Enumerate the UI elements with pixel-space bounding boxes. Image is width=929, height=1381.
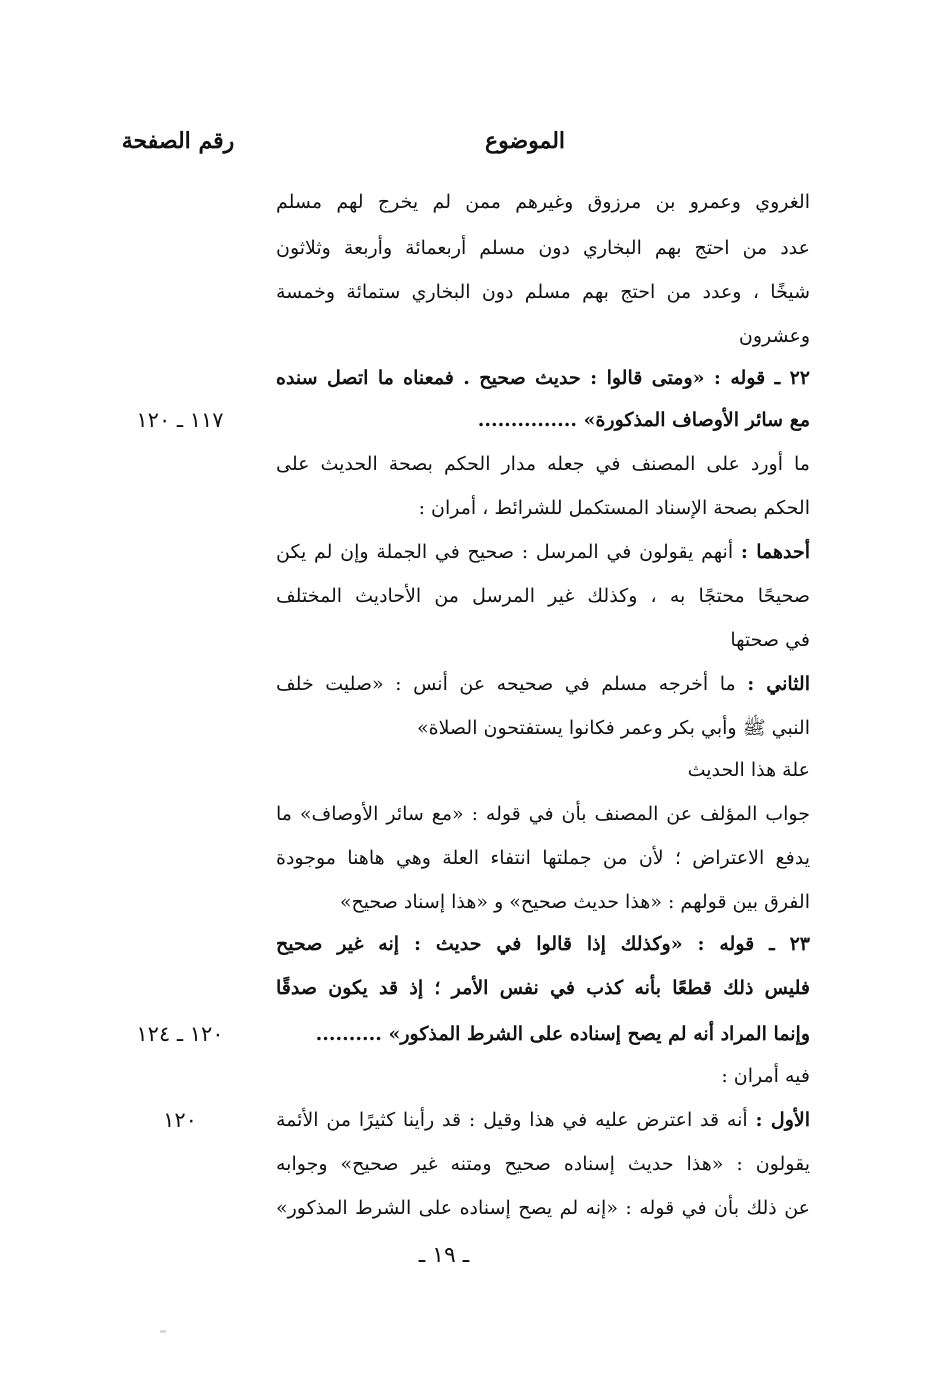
column-header-page-number: رقم الصفحة xyxy=(121,128,235,154)
section-23-heading-text: وإنما المراد أنه لم يصح إسناده على الشرط المذكور» xyxy=(388,1023,810,1045)
page-folio: ـ ١٩ ـ xyxy=(418,1243,470,1268)
text-line: يدفع الاعتراض ؛ لأن من جملتها انتفاء العلة وهي هاهنا موجودة xyxy=(276,847,810,869)
text-line: ما أورد على المصنف في جعله مدار الحكم بصحة الحديث على xyxy=(276,453,810,475)
leader-dots: .......... xyxy=(315,1023,382,1045)
page-range-22: ١١٧ ـ ١٢٠ xyxy=(136,408,224,432)
text-line: الفرق بين قولهم : «هذا حديث صحيح» و «هذا إسناد صحيح» xyxy=(339,891,810,913)
section-22-heading: ٢٢ ـ قوله : «ومتى قالوا : حديث صحيح . فمعناه ما اتصل سنده xyxy=(276,367,810,389)
page-number-120: ١٢٠ xyxy=(163,1108,197,1132)
text-line: في صحتها xyxy=(730,629,810,651)
text-line: علة هذا الحديث xyxy=(687,759,810,781)
lead-word: الأول : xyxy=(755,1109,810,1131)
text-line: النبي ﷺ وأبي بكر وعمر فكانوا يستفتحون الصلاة» xyxy=(417,717,810,739)
scan-mark xyxy=(160,1330,166,1333)
text-line: صحيحًا محتجًا به ، وكذلك غير المرسل من الأحاديث المختلف xyxy=(276,585,810,607)
lead-word: أحدهما : xyxy=(740,541,810,563)
column-header-topic: الموضوع xyxy=(484,128,566,154)
line-text: أنه قد اعترض عليه في هذا وقيل : قد رأينا كثيرًا من الأئمة xyxy=(276,1109,756,1131)
page-range-23: ١٢٠ ـ ١٢٤ xyxy=(136,1022,224,1046)
lead-word: الثاني : xyxy=(747,673,810,695)
text-line: شيخًا ، وعدد من احتج بهم مسلم دون البخاري ستمائة وخمسة xyxy=(276,281,810,303)
section-23-heading: ٢٣ ـ قوله : «وكذلك إذا قالوا في حديث : إنه غير صحيح xyxy=(276,933,810,955)
section-22-heading-end xyxy=(276,398,810,442)
section-23-heading: فليس ذلك قطعًا بأنه كذب في نفس الأمر ؛ إذ قد يكون صدقًا xyxy=(276,977,810,999)
text-line xyxy=(276,662,810,706)
text-line: فيه أمران : xyxy=(721,1065,810,1087)
text-line xyxy=(276,1098,810,1142)
text-line: يقولون : «هذا حديث إسناده صحيح ومتنه غير صحيح» وجوابه xyxy=(276,1153,810,1175)
text-line: الغروي وعمرو بن مرزوق وغيرهم ممن لم يخرج لهم مسلم xyxy=(276,191,810,213)
text-line: جواب المؤلف عن المصنف بأن في قوله : «مع سائر الأوصاف» ما xyxy=(276,803,810,825)
text-line xyxy=(276,530,810,574)
text-line: الحكم بصحة الإسناد المستكمل للشرائط ، أمران : xyxy=(418,497,810,519)
line-text: ما أخرجه مسلم في صحيحه عن أنس : «صليت خلف xyxy=(276,673,748,695)
section-23-heading-end xyxy=(276,1012,810,1056)
text-line: عن ذلك بأن في قوله : «إنه لم يصح إسناده على الشرط المذكور» xyxy=(276,1197,810,1219)
text-line: عدد من احتج بهم البخاري دون مسلم أربعمائة وأربعة وثلاثون xyxy=(276,237,810,259)
text-line: وعشرون xyxy=(738,325,810,347)
leader-dots: ............... xyxy=(477,409,577,431)
line-text: أنهم يقولون في المرسل : صحيح في الجملة وإن لم يكن xyxy=(276,541,741,563)
section-22-heading-text: مع سائر الأوصاف المذكورة» xyxy=(583,409,810,431)
